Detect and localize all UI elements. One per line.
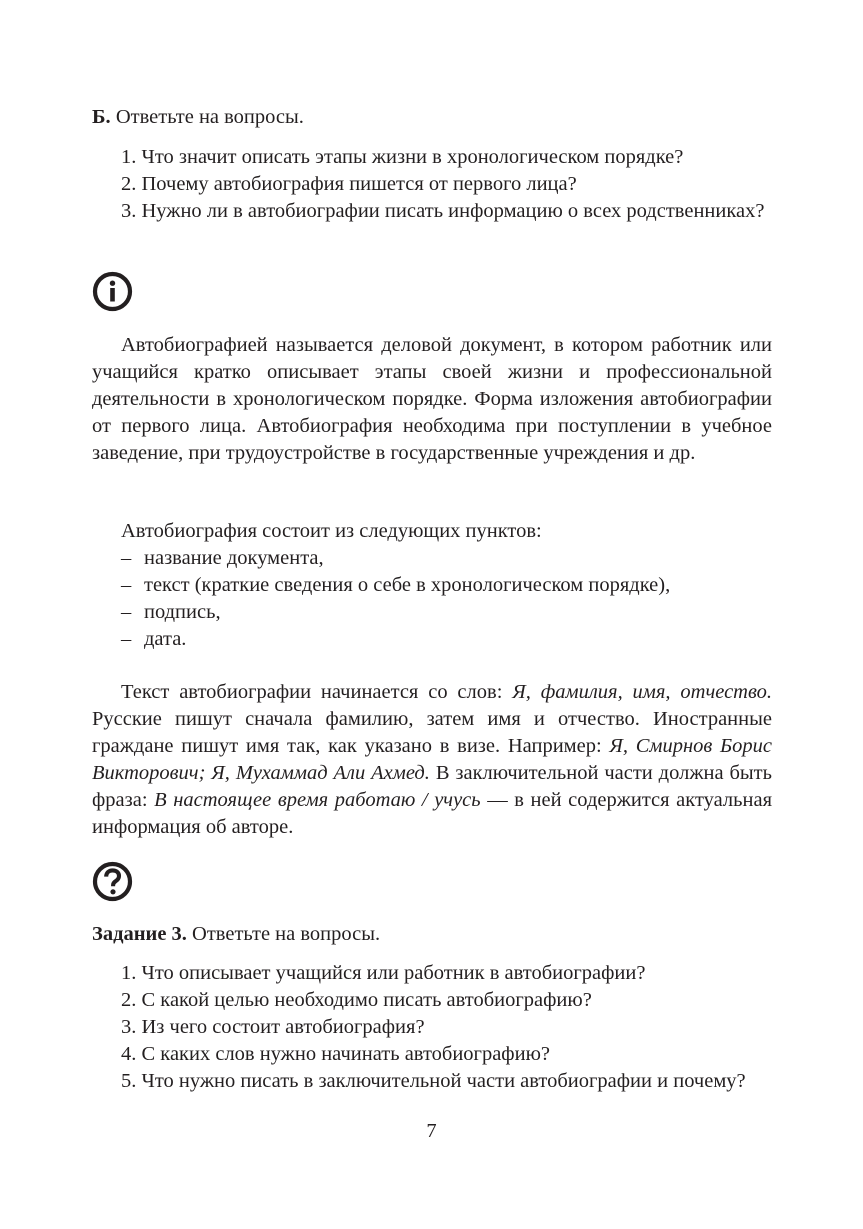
task3-heading	[92, 921, 772, 948]
question-item: 5. Что нужно писать в заключительной части автобиографии и почему?	[121, 1070, 746, 1092]
info-icon	[92, 271, 133, 312]
question-item: 1. Что значит описать этапы жизни в хронологическом порядке?	[121, 146, 684, 168]
definition-paragraph: Автобиографией называется деловой документ, в котором работник или учащийся кратко описывает этапы своей жизни и профессиональной деятельности в хронологическом порядке. Форма изложения автобиографии от первого лица. Автобиография необходима при поступлении в учебное заведение, при трудоустройстве в государственные учреждения и др.	[92, 334, 772, 464]
question-item: 3. Нужно ли в автобиографии писать информацию о всех родственниках?	[121, 200, 765, 222]
question-item: 4. С каких слов нужно начинать автобиографию?	[121, 1043, 550, 1065]
question-item: 2. С какой целью необходимо писать автобиографию?	[121, 989, 592, 1011]
list-item: – текст (краткие сведения о себе в хронологическом порядке),	[121, 574, 671, 596]
question-item: 2. Почему автобиография пишется от первого лица?	[121, 173, 577, 195]
section-b-label: Б.	[92, 106, 111, 128]
question-item: 3. Из чего состоит автобиография?	[121, 1016, 425, 1038]
page-number: 7	[426, 1120, 437, 1142]
list-item: – название документа,	[121, 547, 324, 569]
list-item: – дата.	[121, 628, 187, 650]
task3-questions	[121, 960, 776, 1095]
task3-label: Задание 3.	[92, 923, 187, 945]
structure-intro: Автобиография состоит из следующих пунктов:	[121, 520, 542, 542]
task3-title: Ответьте на вопросы.	[192, 923, 381, 945]
question-icon	[92, 861, 133, 902]
section-b-title: Ответьте на вопросы.	[115, 106, 304, 128]
section-b-questions	[121, 144, 776, 225]
start-text-paragraph: Текст автобиографии начинается со слов: Я, фамилия, имя, отчество. Русские пишут сначала фамилию, затем имя и отчество. Иностранные граждане пишут имя так, как указано в визе. Например: Я, Смирнов Борис Викторович; Я, Мухаммад Али Ахмед. В заключительной части должна быть фраза: В настоящее время работаю / учусь — в ней содержится актуальная информация об авторе.	[92, 681, 772, 838]
section-b-heading	[92, 104, 772, 131]
list-item: – подпись,	[121, 601, 221, 623]
structure-list	[121, 545, 761, 653]
question-item: 1. Что описывает учащийся или работник в автобиографии?	[121, 962, 646, 984]
